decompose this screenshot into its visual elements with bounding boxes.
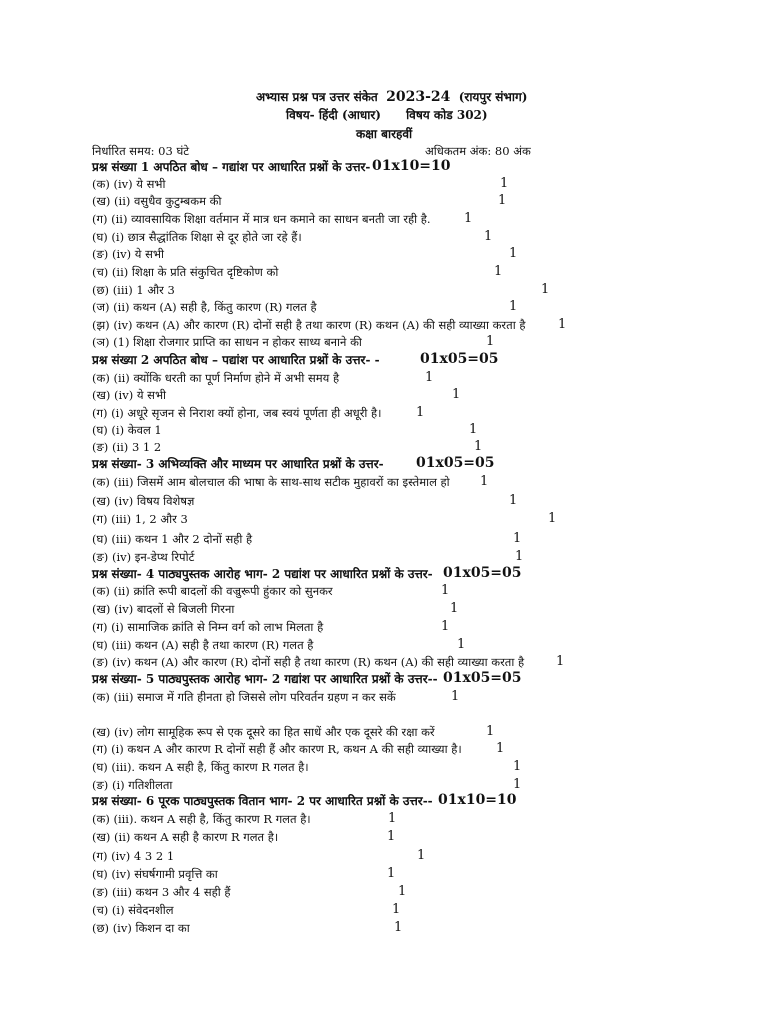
answer-item: (घ) (i) छात्र सैद्धांतिक शिक्षा से दूर होते जा रहे हैं। [92,230,302,244]
answer-item: (ग) (iv) 4 3 2 1 [92,849,175,863]
answer-mark: 1 [425,370,434,385]
answer-mark: 1 [464,211,473,226]
section-marking-scheme: 01x05=05 [420,351,499,367]
answer-mark: 1 [417,848,426,863]
answer-mark: 1 [387,829,396,844]
answer-item: (घ) (iii) कथन (A) सही है तथा कारण (R) गलत है [92,638,314,652]
answer-item: (छ) (iii) 1 और 3 [92,283,175,297]
answer-mark: 1 [452,387,461,402]
answer-mark: 1 [486,334,495,349]
answer-mark: 1 [457,637,466,652]
answer-item: (क) (iii) जिसमें आम बोलचाल की भाषा के साथ-साथ सटीक मुहावरों का इस्तेमाल हो [92,475,450,489]
section-heading [92,159,370,175]
answer-mark: 1 [441,619,450,634]
answer-item: (ङ) (i) गतिशीलता [92,778,173,792]
section-heading [92,456,384,472]
doc-title-text: अभ्यास प्रश्न पत्र उत्तर संकेत [256,90,378,104]
answer-item: (ग) (iii) 1, 2 और 3 [92,512,188,526]
answer-mark: 1 [513,759,522,774]
doc-class: कक्षा बारहवीं [356,127,413,141]
answer-mark: 1 [509,299,518,314]
section-heading [92,352,380,368]
answer-item: (च) (i) संवेदनशील [92,903,174,917]
answer-item: (ख) (iv) बादलों से बिजली गिरना [92,602,235,616]
doc-division: (रायपुर संभाग) [458,90,528,104]
answer-item: (क) (ii) क्योंकि धरती का पूर्ण निर्माण होने में अभी समय है [92,371,340,385]
answer-item: (ङ) (ii) 3 1 2 [92,440,162,454]
answer-item: (ग) (ii) व्यावसायिक शिक्षा वर्तमान में मात्र धन कमाने का साधन बनती जा रही है. [92,212,431,226]
answer-item: (घ) (iii). कथन A सही है, किंतु कारण R गलत है। [92,760,309,774]
section-heading [92,793,433,809]
answer-mark: 1 [556,654,565,669]
answer-mark: 1 [394,920,403,935]
answer-mark: 1 [387,866,396,881]
section-heading-text: प्रश्न संख्या 2 अपठित बोध – पद्यांश पर आधारित प्रश्नों के उत्तर- - [92,353,380,367]
answer-item: (ज) (ii) कथन (A) सही है, किंतु कारण (R) गलत है [92,300,317,314]
answer-item: (क) (iv) ये सभी [92,177,166,191]
answer-mark: 1 [416,405,425,420]
answer-mark: 1 [398,884,407,899]
answer-item: (ख) (ii) वसुधैव कुटुम्बकम की [92,194,222,208]
answer-mark: 1 [486,724,495,739]
answer-mark: 1 [484,229,493,244]
doc-subject-code: विषय कोड 302) [406,108,488,122]
answer-item: (क) (ii) क्रांति रूपी बादलों की वज्रुरूपी हुंकार को सुनकर [92,584,333,598]
answer-mark: 1 [480,474,489,489]
answer-mark: 1 [515,549,524,564]
answer-item: (क) (iii). कथन A सही है, किंतु कारण R गलत है। [92,812,311,826]
answer-mark: 1 [500,176,509,191]
answer-mark: 1 [513,531,522,546]
answer-mark: 1 [548,511,557,526]
answer-mark: 1 [474,439,483,454]
answer-mark: 1 [388,811,397,826]
answer-mark: 1 [513,777,522,792]
answer-mark: 1 [541,282,550,297]
section-heading-text: प्रश्न संख्या- 4 पाठ्यपुस्तक आरोह भाग- 2 पद्यांश पर आधारित प्रश्नों के उत्तर- [92,567,433,581]
answer-item: (क) (iii) समाज में गति हीनता हो जिससे लोग परिवर्तन ग्रहण न कर सकें [92,690,396,704]
answer-item: (घ) (iv) संघर्षगामी प्रवृत्ति का [92,867,218,881]
answer-item: (ख) (iv) विषय विशेषज्ञ [92,494,195,508]
section-marking-scheme: 01x10=10 [438,792,517,808]
answer-item: (च) (ii) शिक्षा के प्रति संकुचित दृष्टिकोण को [92,265,279,279]
section-heading-text: प्रश्न संख्या 1 अपठित बोध – गद्यांश पर आधारित प्रश्नों के उत्तर- [92,160,371,174]
answer-item: (ख) (iv) लोग सामूहिक रूप से एक दूसरे का हित साधें और एक दूसरे की रक्षा करें [92,725,435,739]
answer-item: (ग) (i) अधूरे सृजन से निराश क्यों होना, जब स्वयं पूर्णता ही अधूरी है। [92,406,382,420]
answer-item: (ख) (iv) ये सभी [92,388,167,402]
answer-item: (ग) (i) सामाजिक क्रांति से निम्न वर्ग को लाभ मिलता है [92,620,324,634]
answer-item: (ङ) (iii) कथन 3 और 4 सही हैं [92,885,231,899]
doc-subject-line [286,107,488,123]
doc-title [256,89,527,105]
answer-item: (ख) (ii) कथन A सही है कारण R गलत है। [92,830,279,844]
answer-item: (ङ) (iv) कथन (A) और कारण (R) दोनों सही है तथा कारण (R) कथन (A) की सही व्याख्या करता है [92,655,525,669]
answer-mark: 1 [494,264,503,279]
section-marking-scheme: 01x05=05 [416,455,495,471]
answer-mark: 1 [441,583,450,598]
section-heading-text: प्रश्न संख्या- 6 पूरक पाठ्यपुस्तक वितान भाग- 2 पर आधारित प्रश्नों के उत्तर-- [92,794,433,808]
answer-mark: 1 [392,902,401,917]
section-marking-scheme: 01x10=10 [372,158,451,174]
answer-mark: 1 [509,246,518,261]
answer-item: (घ) (iii) कथन 1 और 2 दोनों सही है [92,532,253,546]
section-marking-scheme: 01x05=05 [443,565,522,581]
answer-mark: 1 [558,317,567,332]
answer-item: (घ) (i) केवल 1 [92,423,162,437]
answer-mark: 1 [509,493,518,508]
section-heading [92,566,433,582]
answer-item: (ङ) (iv) इन-डेप्थ रिपोर्ट [92,550,195,564]
doc-subject: विषय- हिंदी (आधार) [286,108,381,122]
answer-item: (ञ) (1) शिक्षा रोजगार प्राप्ति का साधन न होकर साध्य बनाने की [92,335,362,349]
answer-mark: 1 [498,193,507,208]
doc-max-marks: अधिकतम अंक: 80 अंक [425,144,531,158]
section-heading-text: प्रश्न संख्या- 3 अभिव्यक्ति और माध्यम पर आधारित प्रश्नों के उत्तर- [92,457,384,471]
answer-mark: 1 [451,689,460,704]
answer-item: (ग) (i) कथन A और कारण R दोनों सही हैं और कारण R, कथन A की सही व्याख्या है। [92,742,462,756]
answer-item: (झ) (iv) कथन (A) और कारण (R) दोनों सही है तथा कारण (R) कथन (A) की सही व्याख्या करता है [92,318,526,332]
answer-mark: 1 [450,601,459,616]
answer-mark: 1 [496,741,505,756]
answer-item: (छ) (iv) किशन दा का [92,921,190,935]
answer-item: (ङ) (iv) ये सभी [92,247,164,261]
section-heading [92,671,438,687]
doc-year: 2023-24 [386,89,451,105]
doc-time: निर्धारित समय: 03 घंटे [92,144,190,158]
section-heading-text: प्रश्न संख्या- 5 पाठ्यपुस्तक आरोह भाग- 2 गद्यांश पर आधारित प्रश्नों के उत्तर-- [92,672,438,686]
section-marking-scheme: 01x05=05 [443,670,522,686]
answer-mark: 1 [469,422,478,437]
